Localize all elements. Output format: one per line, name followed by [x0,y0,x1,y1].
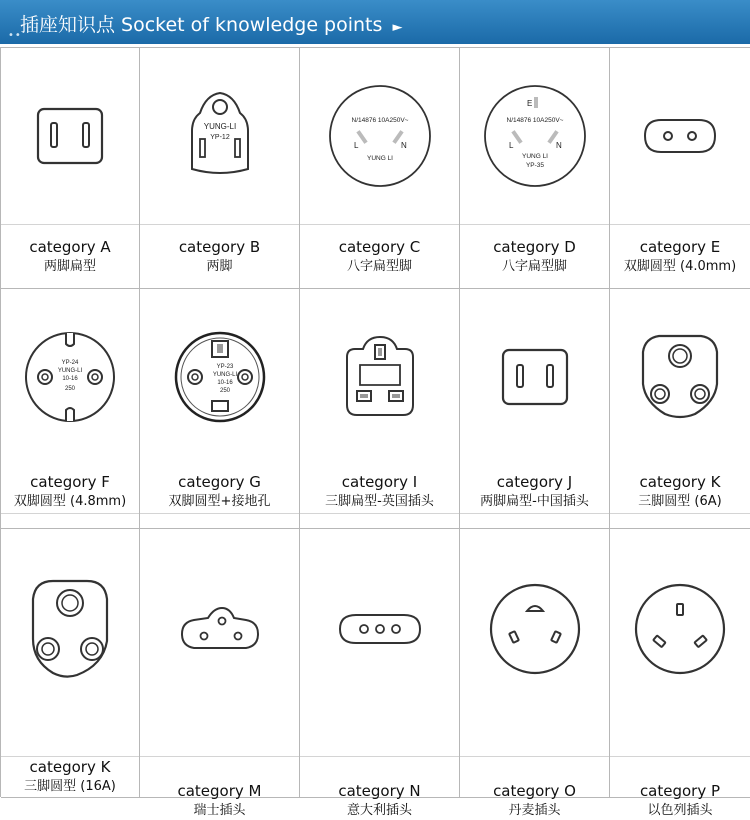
svg-text:250: 250 [219,387,230,394]
header-dots: •• [8,30,22,41]
socket-cell-j [460,289,610,529]
two-round-pin-4mm-socket-icon [610,48,750,223]
category-label [610,238,750,276]
category-name: category F [30,473,110,491]
socket-cell-b [140,48,300,289]
italian-socket-icon [300,529,459,729]
socket-cell-m [140,529,300,818]
category-desc: 两脚扁型 [43,259,96,274]
svg-text:YUNG-LI: YUNG-LI [203,121,236,131]
category-name: category P [639,782,721,800]
svg-text:YP-35: YP-35 [525,161,544,169]
category-name: category C [338,238,421,256]
category-label [460,782,609,820]
category-name: category J [496,473,573,491]
category-label [140,238,299,276]
category-name: category K [639,473,721,491]
category-name: category M [177,782,262,800]
category-label [300,238,459,276]
page-title [20,10,402,37]
socket-cell-i [300,289,460,529]
category-label [610,473,750,511]
socket-grid [0,47,750,818]
svg-text:N/14876 10A250V~: N/14876 10A250V~ [351,116,408,124]
category-label [140,473,299,511]
svg-text:L: L [353,140,358,150]
two-flat-pin-socket-icon [1,48,139,223]
category-name: category G [178,473,261,491]
svg-text:YUNG LI: YUNG LI [521,152,548,160]
category-label [1,473,139,511]
china-two-flat-pin-socket-icon [460,289,609,464]
category-label [1,238,139,276]
category-desc: 双脚圆型 (4.8mm) [13,494,127,509]
schuko-earth-socket-icon [140,289,299,464]
v-shaped-flat-pin-socket-icon [300,48,459,223]
svg-text:10-16: 10-16 [216,379,233,386]
category-name: category D [493,238,576,256]
category-desc: 瑞士插头 [193,803,246,818]
svg-text:YUNG LI: YUNG LI [366,154,393,162]
category-label [300,782,459,820]
uk-three-flat-pin-socket-icon [300,289,459,464]
category-desc: 三脚圆型 (6A) [638,494,722,509]
category-desc: 意大利插头 [346,803,412,818]
socket-cell-n [300,529,460,818]
socket-cell-o [460,529,610,818]
category-name: category O [493,782,576,800]
socket-cell-c [300,48,460,289]
title-arrow-icon: ► [392,20,403,35]
svg-text:L: L [508,140,513,150]
two-round-pin-4-8mm-socket-icon [1,289,139,464]
category-desc: 两脚扁型-中国插头 [480,494,589,509]
socket-cell-f [1,289,140,529]
category-desc: 双脚圆型 (4.0mm) [623,259,737,274]
svg-text:YP-12: YP-12 [209,133,230,141]
category-desc: 三脚扁型-英国插头 [325,494,434,509]
svg-text:N: N [555,140,562,150]
category-desc: 以色列插头 [647,803,713,818]
category-desc: 丹麦插头 [508,803,561,818]
category-label [610,782,750,820]
category-desc: 八字扁型脚 [501,259,567,274]
three-round-pin-16a-socket-icon [1,529,139,729]
svg-text:10-16: 10-16 [62,375,78,382]
socket-cell-k-6a [610,289,750,529]
category-desc: 双脚圆型+接地孔 [168,494,271,509]
category-desc: 三脚圆型 (16A) [24,779,116,794]
svg-text:YUNG-LI: YUNG-LI [212,371,237,378]
socket-cell-d [460,48,610,289]
category-desc: 两脚 [206,259,233,274]
svg-text:250: 250 [64,385,76,392]
category-name: category K [29,758,111,776]
category-label [300,473,459,511]
category-name: category A [29,238,111,256]
category-name: category I [341,473,418,491]
category-name: category B [178,238,261,256]
socket-cell-g [140,289,300,529]
page-title-text: 插座知识点 Socket of knowledge points [20,14,383,36]
header-bar [0,0,750,44]
swiss-socket-icon [140,529,299,729]
socket-cell-k-16a [1,529,140,798]
socket-cell-e [610,48,750,289]
israeli-socket-icon [610,529,750,729]
two-pin-yungli-socket-icon [140,48,299,223]
category-label [460,473,609,511]
svg-text:YUNG-LI: YUNG-LI [57,367,83,374]
socket-cell-a [1,48,140,289]
category-name: category E [639,238,721,256]
category-label [140,782,299,820]
category-label [1,758,139,796]
category-name: category N [338,782,421,800]
svg-text:N: N [400,140,407,150]
three-round-pin-6a-socket-icon [610,289,750,464]
svg-text:YP-24: YP-24 [61,359,79,366]
svg-text:YP-23: YP-23 [216,363,233,370]
category-label [460,238,609,276]
socket-cell-p [610,529,750,818]
svg-text:N/14876 10A250V~: N/14876 10A250V~ [506,116,563,124]
danish-socket-icon [460,529,609,729]
v-shaped-earth-pin-socket-icon [460,48,609,223]
category-desc: 八字扁型脚 [346,259,412,274]
svg-text:E: E [526,98,532,108]
